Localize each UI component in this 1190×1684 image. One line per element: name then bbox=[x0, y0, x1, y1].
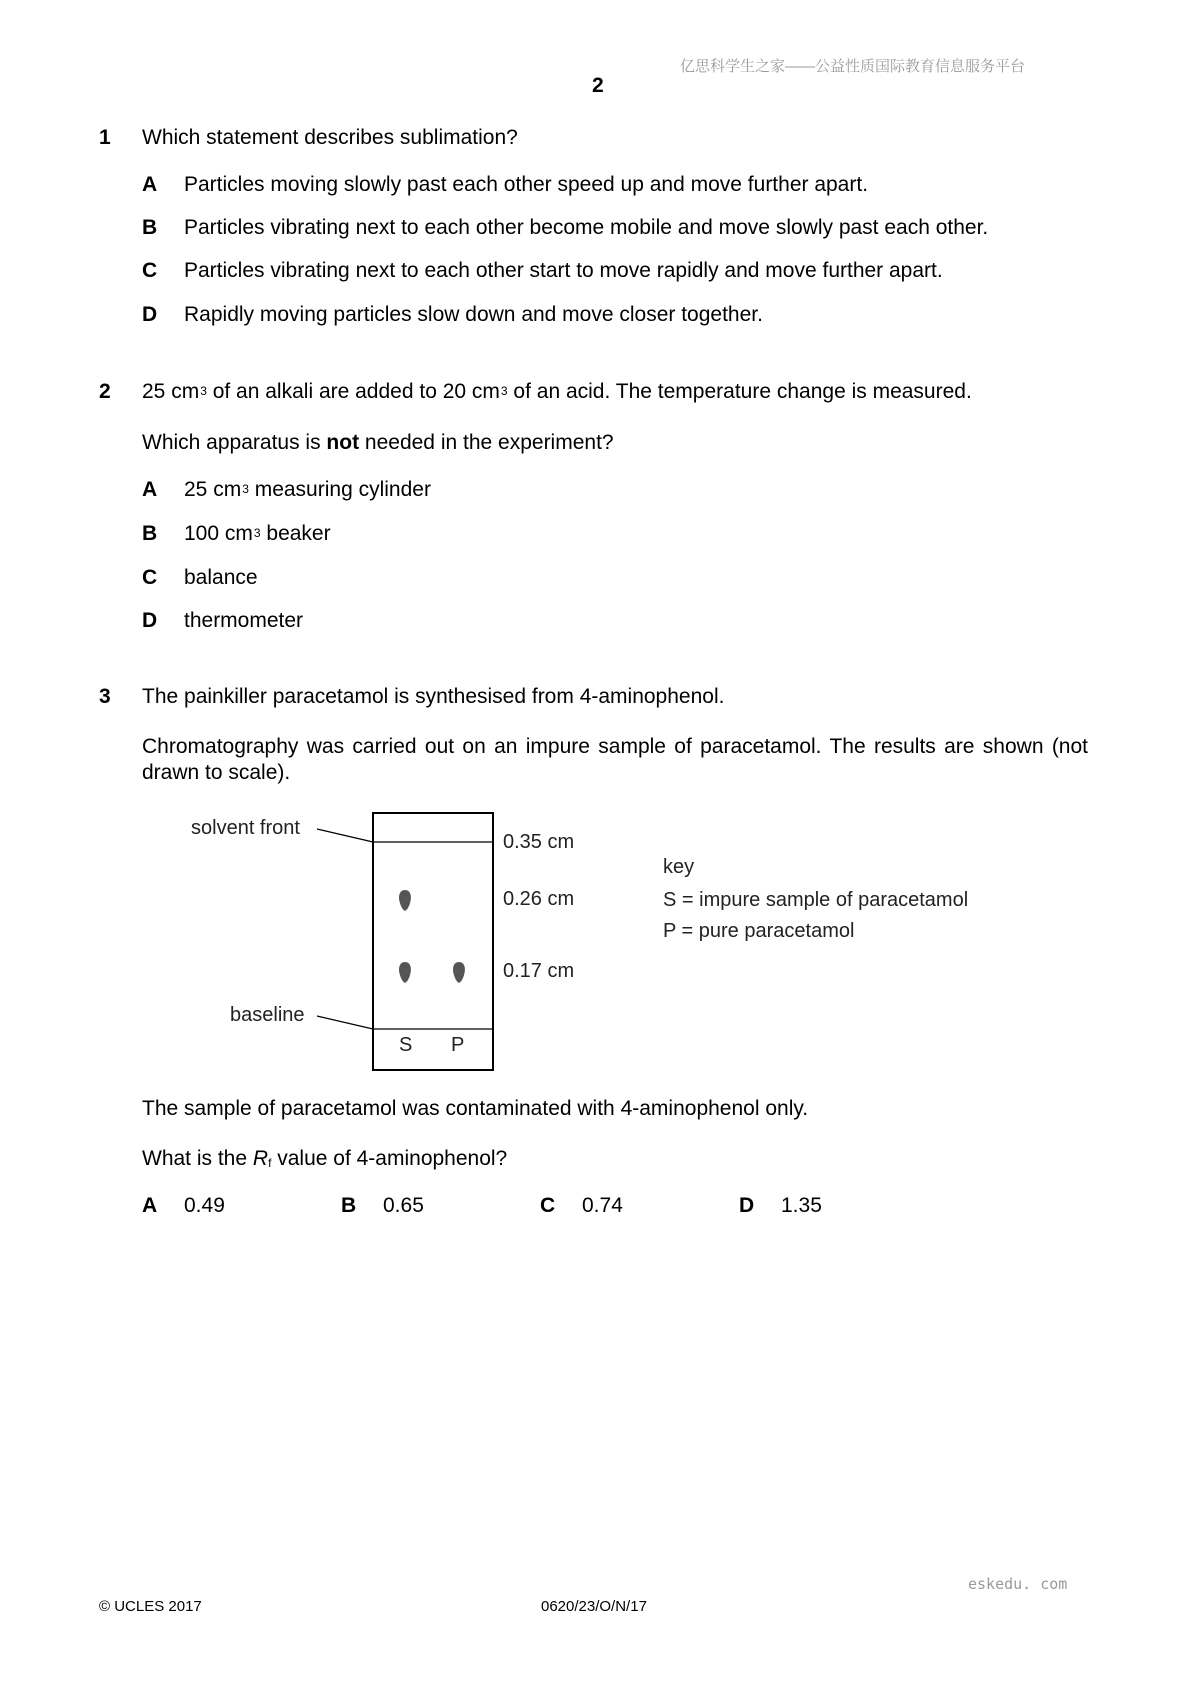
key-item-s: S = impure sample of paracetamol bbox=[663, 889, 969, 911]
watermark-text: 亿思科学生之家——公益性质国际教育信息服务平台 bbox=[680, 58, 1026, 75]
subscript: f bbox=[268, 1156, 272, 1170]
stem-text: 25 cm bbox=[142, 380, 200, 403]
question-text-part: What is the bbox=[142, 1147, 253, 1170]
question-description: Chromatography was carried out on an impure sample of paracetamol. The results are shown (not drawn to scale). bbox=[142, 735, 1088, 784]
spot-s-upper bbox=[399, 890, 411, 911]
option-text: Rapidly moving particles slow down and move closer together. bbox=[184, 303, 763, 326]
option-text-part: 100 cm bbox=[184, 522, 253, 545]
stem-text: of an acid. The temperature change is measured. bbox=[507, 380, 972, 403]
superscript: 3 bbox=[200, 384, 207, 398]
option-text-part: measuring cylinder bbox=[248, 478, 431, 501]
question-number: 3 bbox=[99, 685, 111, 708]
option-value: 0.65 bbox=[383, 1194, 424, 1217]
option-text: thermometer bbox=[184, 609, 304, 632]
superscript: 3 bbox=[500, 384, 508, 398]
question-text-part: value of 4-aminophenol? bbox=[271, 1147, 508, 1170]
option-text: Particles vibrating next to each other become mobile and move slowly past each other. bbox=[184, 216, 989, 239]
option-letter: A bbox=[142, 1194, 158, 1217]
question-number: 1 bbox=[99, 126, 111, 149]
option-letter: B bbox=[142, 216, 158, 239]
baseline-label: baseline bbox=[230, 1004, 305, 1026]
option-letter: A bbox=[142, 173, 158, 196]
option-value: 1.35 bbox=[781, 1194, 822, 1217]
key-title: key bbox=[663, 856, 695, 878]
footer-copyright: © UCLES 2017 bbox=[99, 1598, 202, 1615]
distance-label-lower-spot: 0.17 cm bbox=[503, 960, 575, 982]
option-letter: B bbox=[341, 1194, 357, 1217]
page-number: 2 bbox=[592, 74, 604, 97]
question-intro: The painkiller paracetamol is synthesised from 4-aminophenol. bbox=[142, 685, 725, 708]
option-letter: C bbox=[540, 1194, 556, 1217]
solvent-front-leader bbox=[317, 829, 373, 842]
option-text-part: 25 cm bbox=[184, 478, 242, 501]
option-letter: C bbox=[142, 566, 158, 589]
chromatography-paper bbox=[373, 813, 493, 1070]
question-text: Which statement describes sublimation? bbox=[142, 126, 518, 149]
option-text: Particles moving slowly past each other speed up and move further apart. bbox=[184, 173, 869, 196]
solvent-front-label: solvent front bbox=[191, 817, 300, 839]
question-stem bbox=[142, 379, 972, 405]
key-item-p: P = pure paracetamol bbox=[663, 920, 855, 942]
distance-label-upper-spot: 0.26 cm bbox=[503, 888, 575, 910]
spot-s-lower bbox=[399, 962, 411, 983]
contamination-note: The sample of paracetamol was contaminated with 4-aminophenol only. bbox=[142, 1097, 809, 1120]
question-number: 2 bbox=[99, 380, 111, 403]
emphasis-not: not bbox=[326, 431, 360, 454]
superscript: 3 bbox=[253, 526, 261, 540]
option-letter: B bbox=[142, 522, 158, 545]
baseline-leader bbox=[317, 1016, 373, 1029]
option-text-part: beaker bbox=[260, 522, 331, 545]
option-letter: D bbox=[142, 609, 158, 632]
option-text: Particles vibrating next to each other start to move rapidly and move further apart. bbox=[184, 259, 943, 282]
option-value: 0.74 bbox=[582, 1194, 623, 1217]
option-letter: C bbox=[142, 259, 158, 282]
chromatogram-diagram bbox=[185, 800, 1035, 1080]
stem-text: of an alkali are added to 20 cm bbox=[206, 380, 500, 403]
option-text: balance bbox=[184, 566, 258, 589]
option-letter: A bbox=[142, 478, 158, 501]
spot-p bbox=[453, 962, 465, 983]
option-text bbox=[184, 521, 331, 547]
lane-label-s: S bbox=[399, 1034, 413, 1056]
question-text bbox=[142, 1146, 507, 1172]
rf-symbol: R bbox=[252, 1147, 269, 1170]
question-text bbox=[142, 430, 614, 456]
lane-label-p: P bbox=[451, 1034, 465, 1056]
footer-paper-code: 0620/23/O/N/17 bbox=[541, 1598, 647, 1615]
option-value: 0.49 bbox=[184, 1194, 225, 1217]
distance-label-solvent: 0.35 cm bbox=[503, 831, 575, 853]
superscript: 3 bbox=[242, 482, 249, 496]
question-text-part: Which apparatus is bbox=[142, 431, 327, 454]
footer-site-watermark: eskedu. com bbox=[968, 1575, 1068, 1593]
question-text-part: needed in the experiment? bbox=[359, 431, 614, 454]
option-letter: D bbox=[739, 1194, 755, 1217]
option-letter: D bbox=[142, 303, 158, 326]
option-text bbox=[184, 477, 431, 503]
